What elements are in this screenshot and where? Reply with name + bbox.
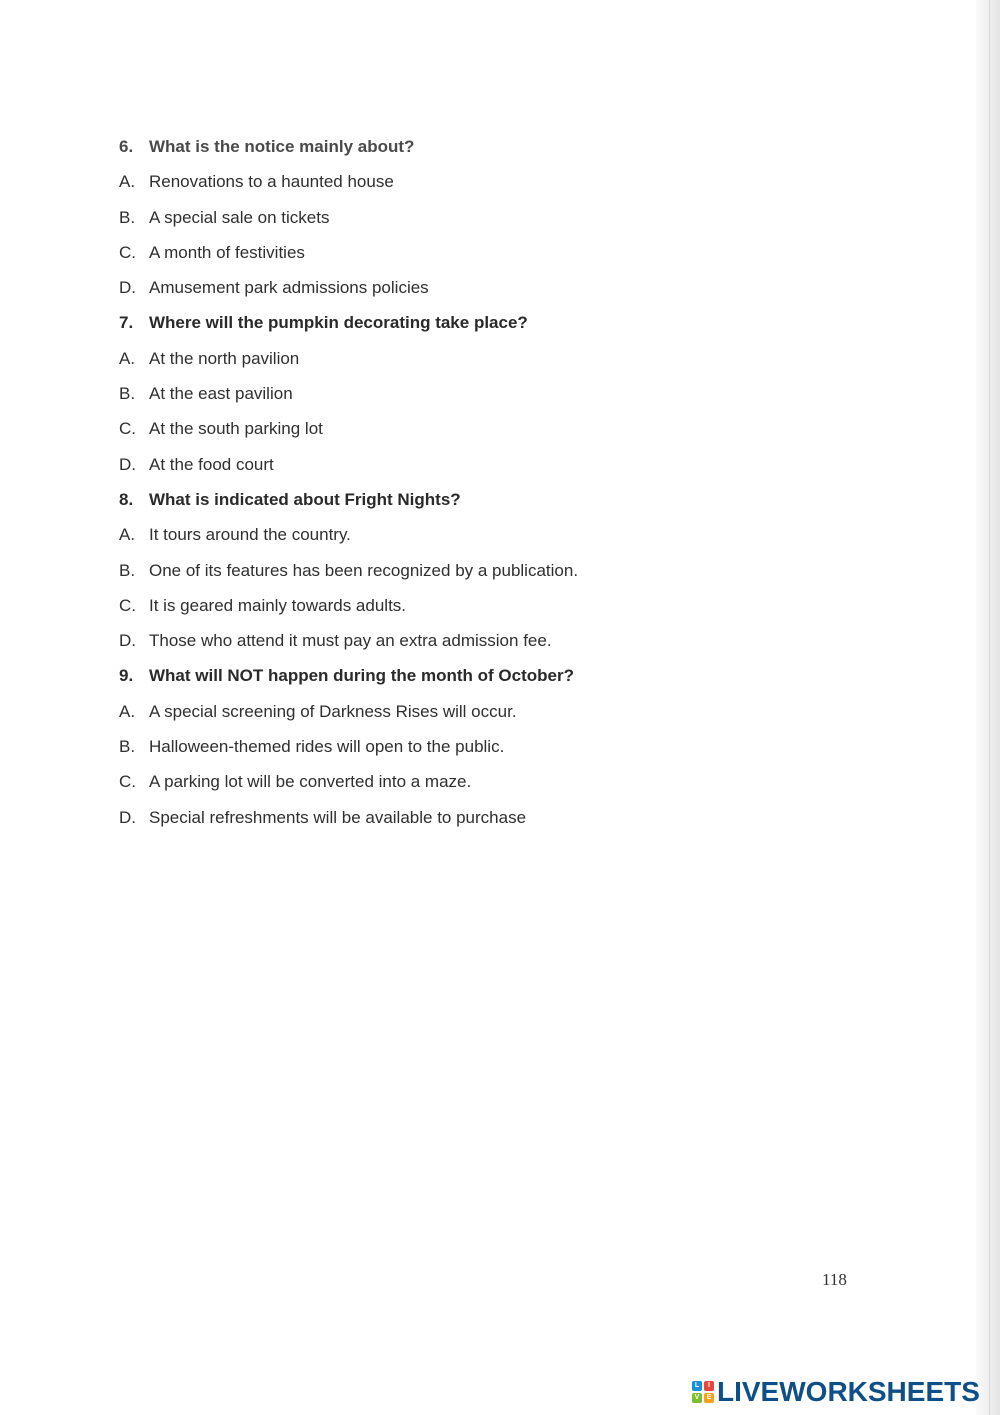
question-number: 8. [119, 489, 134, 509]
question-text: What is indicated about Fright Nights? [149, 489, 461, 509]
option-6a[interactable] [119, 168, 879, 203]
option-text: At the east pavilion [149, 384, 293, 404]
option-text: Amusement park admissions policies [149, 278, 429, 298]
option-letter: D. [119, 807, 136, 827]
option-9b[interactable] [119, 733, 879, 768]
question-8 [119, 486, 879, 521]
option-7a[interactable] [119, 345, 879, 380]
option-text: At the south parking lot [149, 419, 323, 439]
option-8d[interactable] [119, 627, 879, 662]
logo-tile: E [704, 1393, 714, 1403]
option-text: A parking lot will be converted into a maze. [149, 772, 472, 792]
option-letter: D. [119, 631, 136, 651]
liveworksheets-watermark [692, 1376, 980, 1408]
option-letter: D. [119, 454, 136, 474]
logo-tile: V [692, 1393, 702, 1403]
question-9 [119, 662, 879, 697]
option-7c[interactable] [119, 415, 879, 450]
option-6d[interactable] [119, 274, 879, 309]
option-letter: A. [119, 172, 136, 192]
page-number: 118 [822, 1270, 847, 1289]
option-7d[interactable] [119, 451, 879, 486]
scan-edge-line [989, 0, 990, 1415]
question-text: Where will the pumpkin decorating take place? [149, 313, 528, 333]
option-8c[interactable] [119, 592, 879, 627]
question-text: What will NOT happen during the month of October? [149, 666, 574, 686]
option-letter: C. [119, 772, 136, 792]
liveworksheets-wordmark: LIVEWORKSHEETS [717, 1376, 980, 1407]
question-number: 7. [119, 313, 134, 333]
option-text: Renovations to a haunted house [149, 172, 394, 192]
option-letter: C. [119, 242, 136, 262]
option-letter: C. [119, 419, 136, 439]
option-text: One of its features has been recognized by a publication. [149, 560, 579, 580]
option-6c[interactable] [119, 239, 879, 274]
option-8a[interactable] [119, 521, 879, 556]
option-9c[interactable] [119, 768, 879, 803]
option-letter: B. [119, 384, 136, 404]
option-text: A special sale on tickets [149, 207, 330, 227]
question-number: 6. [119, 137, 134, 156]
option-text: It tours around the country. [149, 525, 351, 545]
option-text: At the north pavilion [149, 348, 300, 368]
option-letter: D. [119, 278, 136, 298]
option-text: Halloween-themed rides will open to the public. [149, 737, 505, 757]
option-letter: B. [119, 560, 136, 580]
option-text: Those who attend it must pay an extra admission fee. [149, 631, 552, 651]
option-letter: A. [119, 525, 136, 545]
logo-tile: L [692, 1381, 702, 1391]
question-text: What is the notice mainly about? [149, 137, 415, 156]
question-7 [119, 309, 879, 344]
option-text: It is geared mainly towards adults. [149, 595, 407, 615]
option-9a[interactable] [119, 698, 879, 733]
option-9d[interactable] [119, 804, 879, 839]
option-text: Special refreshments will be available to purchase [149, 807, 527, 827]
option-text: At the food court [149, 454, 274, 474]
liveworksheets-logo-icon [692, 1381, 714, 1403]
option-letter: C. [119, 595, 136, 615]
logo-tile: I [704, 1381, 714, 1391]
option-letter: B. [119, 737, 136, 757]
question-6 [119, 133, 879, 168]
option-7b[interactable] [119, 380, 879, 415]
option-letter: A. [119, 348, 136, 368]
option-8b[interactable] [119, 557, 879, 592]
scan-edge-shadow [976, 0, 1000, 1415]
option-letter: A. [119, 701, 136, 721]
option-text: A special screening of Darkness Rises will occur. [149, 701, 517, 721]
option-letter: B. [119, 207, 136, 227]
question-number: 9. [119, 666, 134, 686]
option-6b[interactable] [119, 204, 879, 239]
worksheet-questions [119, 133, 879, 839]
option-text: A month of festivities [149, 242, 305, 262]
